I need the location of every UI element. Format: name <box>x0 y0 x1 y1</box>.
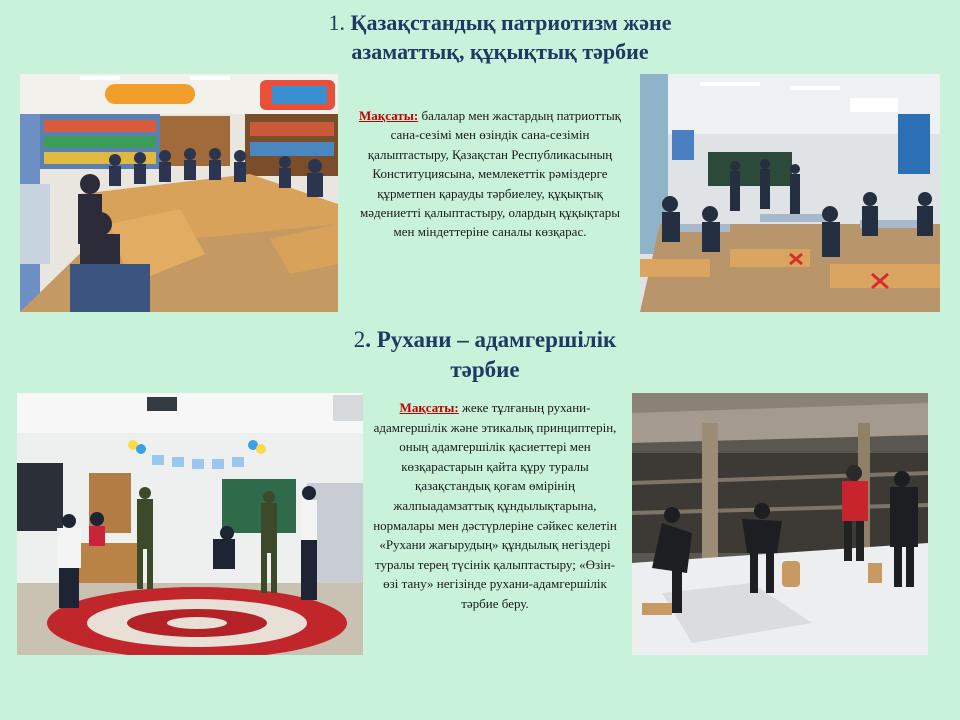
section-2-goal-text: жеке тұлғаның рухани-адамгершілік және этикалық принциптерін, оның адамгершілік қасиеттері мен көзқарастарын қайта құру туралы қазақстандық қоғам өмірінің жалпыадамзаттық құндылықтарына, нормалары мен дәстүрлеріне сәйкес келетін «Рухани жағырудың» құндылық негіздері туралы терең түсінік қалыптастыру; «Өзін-өзі тану» негізінде рухани-адамгершілік тәрбие беру. <box>373 400 617 611</box>
section-2-number: 2 <box>353 327 366 352</box>
section-1-heading <box>270 8 730 66</box>
exam-classroom-photo <box>640 74 940 312</box>
school-performance-photo <box>17 393 363 655</box>
section-2-goal-label: Мақсаты: <box>399 400 459 415</box>
section-2-heading <box>290 325 680 385</box>
section-1-number: 1. <box>328 10 346 35</box>
section-2-title-line-1: . Рухани – адамгершілік <box>365 327 617 352</box>
section-2-description <box>370 398 620 614</box>
section-1-title-line-1: Қазақстандық патриотизм және <box>350 10 672 35</box>
section-2-title-line-2: тәрбие <box>450 357 520 382</box>
snowy-yard-work-photo <box>632 393 928 655</box>
classroom-students-photo <box>20 74 338 312</box>
section-1-goal-text: балалар мен жастардың патриоттық сана-сезімі мен өзіндік сана-сезімін қалыптастыру, Қазақстан Республикасының Конституциясына, мемлекеттік рәміздерге құрметпен қарауды тәрбиелеу, құқықтық мәдениетті қалыптастыру, олардың құқықтары мен міндеттеріне саналы көзқарас. <box>360 108 621 240</box>
section-1-goal-label: Мақсаты: <box>359 108 419 123</box>
section-1-title-line-2: азаматтық, құқықтық тәрбие <box>351 39 649 64</box>
section-1-description <box>352 106 628 242</box>
